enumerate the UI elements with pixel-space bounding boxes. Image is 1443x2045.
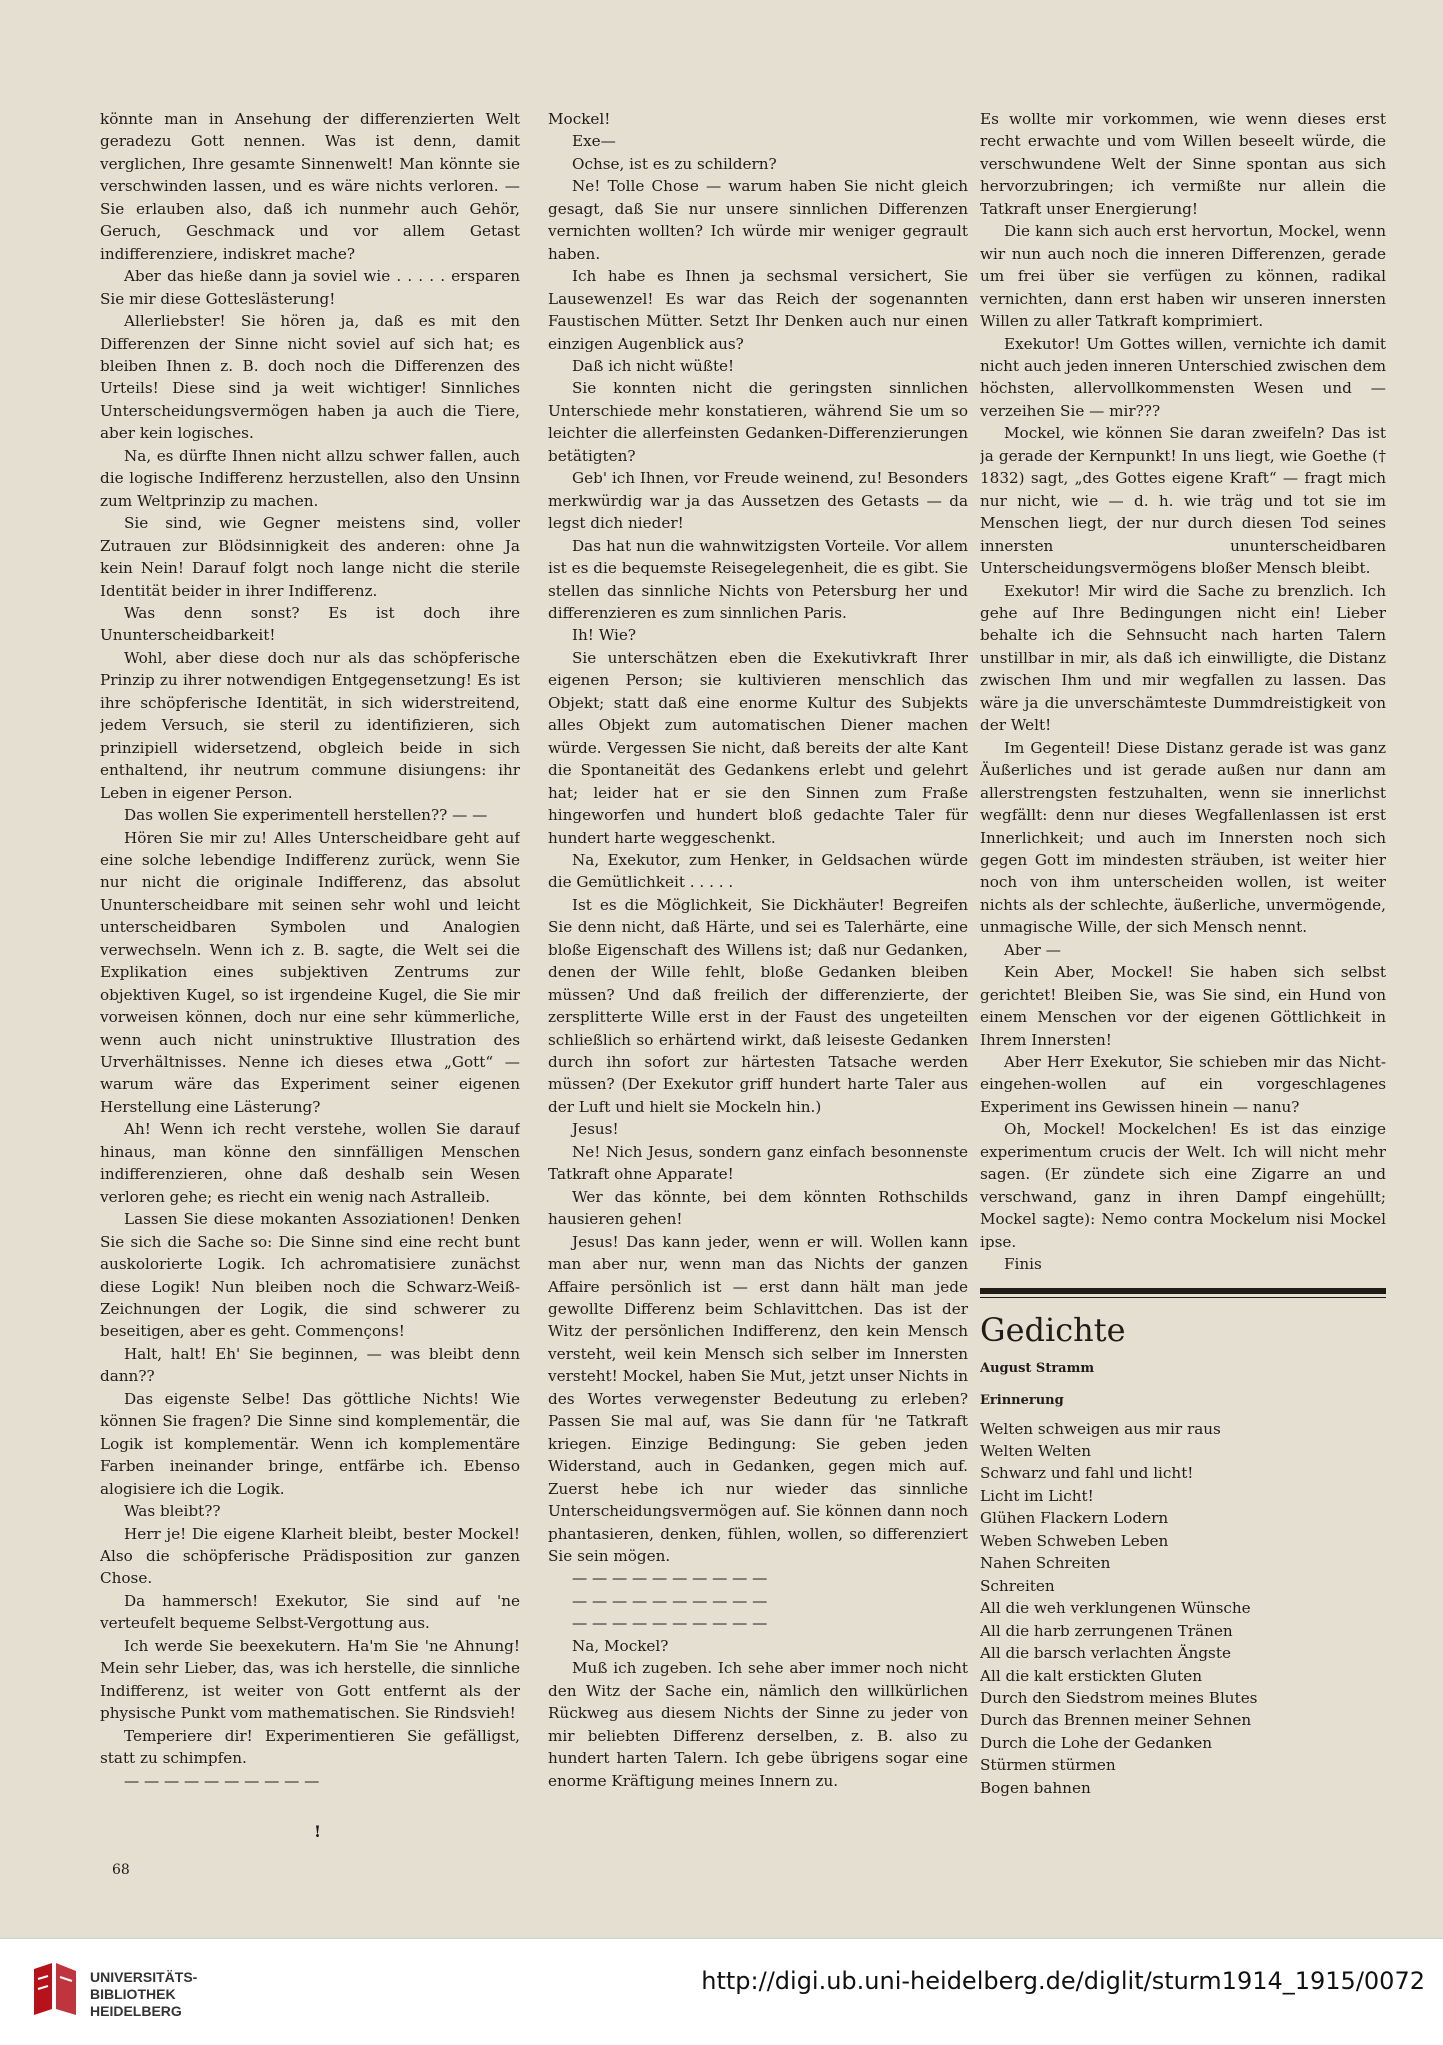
paragraph: Ochse, ist es zu schildern?: [572, 154, 777, 173]
poem-line: Nahen Schreiten: [980, 1554, 1111, 1573]
poem-title: Erinnerung: [980, 1392, 1064, 1408]
poem-line: Bogen bahnen: [980, 1778, 1091, 1797]
paragraph: Sie unterschätzen eben die Exekutivkraft Ihrer eigenen Person; sie kultivieren menschlich das Objekt; statt daß eine enorme Kultur des Subjekts alles Objekt zum automatischen Diener machen würde. Vergessen Sie nicht, daß bereits der alte Kant die Spontaneität des Gedankens erlebt und gelehrt hat; leider hat er sie den Sinnen zum Fraße hingeworfen und hundert bloß gedachte Taler für hundert harte weggeschenkt.: [548, 648, 968, 847]
section-title: Gedichte: [980, 1310, 1126, 1349]
paragraph: Mockel, wie können Sie daran zweifeln? Das ist ja gerade der Kernpunkt! In uns liegt, wie Goethe († 1832) sagt, „des Gottes eigene Kraft“ — fragt mich nur nicht, wie — d. h. wie träg und tot sie im Menschen liegt, der nur durch diesen Tod seines innersten ununterscheidbaren Unterscheidungsvermögens bloßer Mensch bleibt.: [980, 424, 1386, 578]
poem-line: All die harb zerrungenen Tränen: [980, 1621, 1233, 1640]
paragraph: Geb' ich Ihnen, vor Freude weinend, zu! Besonders merkwürdig war ja das Aussetzen des Getasts — da legst dich nieder!: [548, 469, 968, 533]
paragraph: Wer das könnte, bei dem könnten Rothschilds hausieren gehen!: [548, 1187, 968, 1229]
university-library-logo-icon[interactable]: [30, 1961, 80, 2017]
paragraph: Allerliebster! Sie hören ja, daß es mit den Differenzen der Sinne nicht soviel auf sich hat; es bleiben Ihnen z. B. doch noch die Differenzen des Urteils! Diese sind ja weit wichtiger! Sinnliches Unterscheidungsvermögen haben ja auch die Tiere, aber kein logisches.: [100, 312, 520, 443]
paragraph: Das wollen Sie experimentell herstellen?? — —: [124, 806, 488, 825]
section-divider: [980, 1288, 1386, 1298]
paragraph: — — — — — — — — — —: [572, 1614, 768, 1633]
poem-line: All die weh verklungenen Wünsche: [980, 1599, 1251, 1618]
paragraph: Jesus! Das kann jeder, wenn er will. Wollen kann man aber nur, wenn man das Nichts der ganzen Affaire persönlich ist — erst dann hält man jede gewollte Differenz beim Schlavittchen. Das ist der Witz der persönlichen Indifferenz, den kein Mensch versteht, weil kein Mensch sich selber im Innersten versteht! Mockel, haben Sie Mut, jetzt unser Nichts in des Wortes verwegenster Bedeutung zu erleben? Passen Sie mal auf, was Sie dann für 'ne Tatkraft kriegen. Einzige Bedingung: Sie geben jeden Widerstand, auch in Gedanken, gegen mich auf. Zuerst hebe ich nur wieder das sinnliche Unterscheidungsvermögen auf. Sie können dann noch phantasieren, denken, fühlen, wollen, so differenziert Sie sein mögen.: [548, 1232, 968, 1565]
text-column-2: [548, 108, 968, 1858]
paragraph: Herr je! Die eigene Klarheit bleibt, bester Mockel! Also die schöpferische Prädisposition zur ganzen Chose.: [100, 1524, 520, 1588]
poem-line: Schwarz und fahl und licht!: [980, 1464, 1194, 1483]
paragraph: Was bleibt??: [124, 1502, 221, 1521]
paragraph: Im Gegenteil! Diese Distanz gerade ist was ganz Äußerliches und ist gerade außen nur dann am allerstrengsten festzuhalten, wenn sie innerlichst wegfällt: denn nur dieses Wegfallenlassen ist erst Innerlichkeit; und auch im Innersten noch sich gegen Gott im mindesten sträuben, ist weiter hier noch von ihm unterscheiden wollen, ist weiter nichts als der schlechte, äußerliche, unvermögende, unmagische Wille, der sich Mensch nennt.: [980, 738, 1386, 937]
paragraph: Ne! Tolle Chose — warum haben Sie nicht gleich gesagt, daß Sie nur unsere sinnlichen Differenzen vernichten wollten? Ich würde mir weniger gegrault haben.: [548, 177, 968, 263]
library-name-line: BIBLIOTHEK: [90, 1986, 176, 2002]
poem-line: All die barsch verlachten Ängste: [980, 1644, 1231, 1663]
paragraph: Lassen Sie diese mokanten Assoziationen! Denken Sie sich die Sache so: Die Sinne sind eine recht bunt auskolorierte Logik. Ich achromatisiere zunächst diese Logik! Nun bleiben noch die Schwarz-Weiß-Zeichnungen der Logik, die sind schwerer zu beseitigen, aber es geht. Commençons!: [100, 1210, 520, 1341]
poem-line: Welten schweigen aus mir raus: [980, 1419, 1221, 1438]
poem-line: Welten Welten: [980, 1442, 1092, 1461]
poem-line: Weben Schweben Leben: [980, 1531, 1169, 1550]
poem-line: Glühen Flackern Lodern: [980, 1509, 1169, 1528]
paragraph: Temperiere dir! Experimentieren Sie gefälligst, statt zu schimpfen.: [100, 1726, 520, 1768]
paragraph: Ih! Wie?: [572, 626, 637, 645]
paragraph: Na, Exekutor, zum Henker, in Geldsachen würde die Gemütlichkeit . . . . .: [548, 850, 968, 892]
paragraph: Aber das hieße dann ja soviel wie . . . . . ersparen Sie mir diese Gotteslästerung!: [100, 267, 520, 308]
paragraph: Hören Sie mir zu! Alles Unterscheidbare geht auf eine solche lebendige Indifferenz zurück, wenn Sie nur nicht die originale Indifferenz, das absolut Ununterscheidbare mit seinen sehr wohl und leicht unterscheidbaren Symbolen und Analogien verwechseln. Wenn ich z. B. sagte, die Welt sei die Explikation eines subjektiven Zentrums zur objektiven Kugel, so ist irgendeine Kugel, die Sie mir vorweisen können, doch nur eine sehr kümmerliche, wenn auch nicht uninstruktive Illustration des Urverhältnisses. Nenne ich dieses etwa „Gott“ — warum wäre das Experiment seiner eigenen Herstellung eine Lästerung?: [100, 828, 520, 1116]
paragraph: Oh, Mockel! Mockelchen! Es ist das einzige experimentum crucis der Welt. Ich will nicht mehr sagen. (Er zündete sich eine Zigarre an und verschwand, ganz in ihren Dampf eingehüllt; Mockel sagte): Nemo contra Mockelum nisi Mockel ipse.: [980, 1120, 1386, 1251]
text-column-1: [100, 108, 520, 1858]
paragraph: Sie sind, wie Gegner meistens sind, voller Zutrauen zur Blödsinnigkeit des anderen: ohne Ja kein Nein! Darauf folgt noch lange nicht die sterile Identität beider in ihrer Indifferenz.: [100, 514, 520, 600]
paragraph: Das eigenste Selbe! Das göttliche Nichts! Wie können Sie fragen? Die Sinne sind komplementär, die Logik ist komplementär. Wenn ich komplementäre Farben ineinander bringe, entfärbe ich. Ebenso alogisiere ich die Logik.: [100, 1389, 520, 1498]
paragraph: Die kann sich auch erst hervortun, Mockel, wenn wir nun auch noch die inneren Differenzen, gerade um frei über sie verfügen zu können, radikal vernichten, dann erst haben wir unseren innersten Willen zu aller Tatkraft komprimiert.: [980, 222, 1386, 331]
poem-line: Stürmen stürmen: [980, 1756, 1116, 1775]
paragraph: Kein Aber, Mockel! Sie haben sich selbst gerichtet! Bleiben Sie, was Sie sind, ein Hund von einem Menschen vor der eigenen Göttlichkeit in Ihrem Innersten!: [980, 963, 1386, 1049]
paragraph: Na, es dürfte Ihnen nicht allzu schwer fallen, auch die logische Indifferenz herzustellen, also den Unsinn zum Weltprinzip zu machen.: [100, 446, 520, 510]
paragraph: — — — — — — — — — —: [124, 1771, 320, 1790]
library-name[interactable]: [90, 1969, 197, 2020]
paragraph: Mockel!: [548, 110, 611, 128]
paragraph: Ist es die Möglichkeit, Sie Dickhäuter! Begreifen Sie denn nicht, daß Härte, und sei es Talerhärte, eine bloße Eigenschaft des Willens ist; daß nur Gedanken, denen der Wille fehlt, bloße Gedanken bleiben müssen? Und daß freilich der differenzierte, der zersplitterte Wille erst in der Faust des ungeteilten schließlich so erhärtend wirkt, daß leiseste Gedanken durch ihn sofort zur härtesten Tatsache werden müssen? (Der Exekutor griff hundert harte Taler aus der Luft und hielt sie Mockeln hin.): [548, 895, 968, 1116]
paragraph: Das hat nun die wahnwitzigsten Vorteile. Vor allem ist es die bequemste Reisegelegenheit, die es gibt. Sie stellen das sinnliche Nichts von Petersburg her und differenzieren es zum sinnlichen Paris.: [548, 536, 968, 622]
library-name-line: UNIVERSITÄTS-: [90, 1969, 198, 1985]
paragraph: Jesus!: [572, 1120, 619, 1139]
poem-line: All die kalt erstickten Gluten: [980, 1666, 1203, 1685]
poem-lines: [980, 1418, 1386, 1800]
poem-line: Licht im Licht!: [980, 1486, 1094, 1505]
paragraph: Exekutor! Mir wird die Sache zu brenzlich. Ich gehe auf Ihre Bedingungen nicht ein! Lieber behalte ich die Sehnsucht nach harten Talern unstillbar in mir, als daß ich einwilligte, die Distanz zwischen Ihm und mir wegfallen zu lassen. Das wäre ja die unverschämteste Dummdreistigkeit von der Welt!: [980, 581, 1386, 735]
paragraph: Ah! Wenn ich recht verstehe, wollen Sie darauf hinaus, man könne den sinnfälligen Menschen indifferenzieren, ohne daß deshalb sein Wesen verloren gehe; es riecht ein wenig nach Astralleib.: [100, 1120, 520, 1206]
poem-line: Durch das Brennen meiner Sehnen: [980, 1711, 1252, 1730]
poem-line: Schreiten: [980, 1576, 1055, 1595]
document-url[interactable]: http://digi.ub.uni-heidelberg.de/diglit/sturm1914_1915/0072: [701, 1967, 1425, 1995]
paragraph: Na, Mockel?: [572, 1636, 669, 1655]
poems-section: [980, 1308, 1386, 1800]
poem-author: August Stramm: [980, 1360, 1095, 1376]
paragraph: Sie konnten nicht die geringsten sinnlichen Unterschiede mehr konstatieren, während Sie um so leichter die allerfeinsten Gedanken-Differenzierungen betätigten?: [548, 379, 968, 465]
footer-bar: [0, 1938, 1443, 2045]
poem-line: Durch die Lohe der Gedanken: [980, 1733, 1213, 1752]
paragraph: Ne! Nich Jesus, sondern ganz einfach besonnenste Tatkraft ohne Apparate!: [548, 1142, 968, 1184]
paragraph: Aber —: [1004, 940, 1061, 959]
paragraph: Was denn sonst? Es ist doch ihre Ununterscheidbarkeit!: [100, 603, 520, 645]
library-name-line: HEIDELBERG: [90, 2003, 182, 2019]
paragraph: könnte man in Ansehung der differenzierten Welt geradezu Gott nennen. Was ist denn, damit verglichen, Ihre gesamte Sinnenwelt! Man könnte sie verschwinden lassen, und es wäre nichts verloren. — Sie erlauben also, daß ich nunmehr auch Gehör, Geruch, Geschmack und vor allem Getast indifferenziere, indiskret mache?: [100, 110, 520, 263]
finis-label: Finis: [1004, 1255, 1042, 1274]
paragraph: Daß ich nicht wüßte!: [572, 356, 735, 375]
paragraph: Exekutor! Um Gottes willen, vernichte ich damit nicht auch jeden inneren Unterschied zwischen dem höchsten, allervollkommensten Wesen und — verzeihen Sie — mir???: [980, 334, 1386, 420]
paragraph: Exe—: [572, 132, 616, 151]
paragraph: Wohl, aber diese doch nur als das schöpferische Prinzip zu ihrer notwendigen Entgegensetzung! Es ist ihre schöpferische Identität, in sich widerstreitend, jedem Versuch, sie steril zu identifizieren, sich prinzipiell widersetzend, obgleich beide in sich enthaltend, ihr neutrum commune disiungens: ihr Leben in eigener Person.: [100, 648, 520, 802]
paragraph: — — — — — — — — — —: [572, 1569, 768, 1588]
text-column-3: [980, 108, 1386, 1858]
paragraph: Ich habe es Ihnen ja sechsmal versichert, Sie Lausewenzel! Es war das Reich der sogenannten Faustischen Mütter. Setzt Ihr Denken auch nur einen einzigen Augenblick aus?: [548, 267, 968, 353]
paragraph: Ich werde Sie beexekutern. Ha'm Sie 'ne Ahnung! Mein sehr Lieber, das, was ich herstelle, die sinnliche Indifferenz, ist weiter von Gott entfernt als der physische Punkt vom mathematischen. Sie Rindsvieh!: [100, 1636, 520, 1723]
paragraph: Es wollte mir vorkommen, wie wenn dieses erst recht erwachte und vom Willen beseelt würde, die verschwundene Welt der Sinne spontan aus sich hervorzubringen; ich vermißte nur allein die Tatkraft unser Energierung!: [980, 110, 1386, 218]
page-number: 68: [112, 1862, 130, 1878]
paragraph: — — — — — — — — — —: [572, 1591, 768, 1610]
paragraph: Da hammersch! Exekutor, Sie sind auf 'ne verteufelt bequeme Selbst-Vergottung aus.: [100, 1591, 520, 1633]
poem-line: Durch den Siedstrom meines Blutes: [980, 1689, 1258, 1707]
paragraph: Aber Herr Exekutor, Sie schieben mir das Nicht-eingehen-wollen auf ein vorgeschlagenes Experiment ins Gewissen hinein — nanu?: [980, 1053, 1386, 1116]
stray-mark: !: [314, 1822, 322, 1841]
paragraph: Muß ich zugeben. Ich sehe aber immer noch nicht den Witz der Sache ein, nämlich den willkürlichen Rückweg aus diesem Nichts der Sinne zu jeder von mir beliebten Differenz derselben, z. B. also zu hundert harten Talern. Ich gebe übrigens sogar eine enorme Kräftigung meines Innern zu.: [548, 1659, 968, 1790]
paragraph: Halt, halt! Eh' Sie beginnen, — was bleibt denn dann??: [100, 1344, 520, 1386]
